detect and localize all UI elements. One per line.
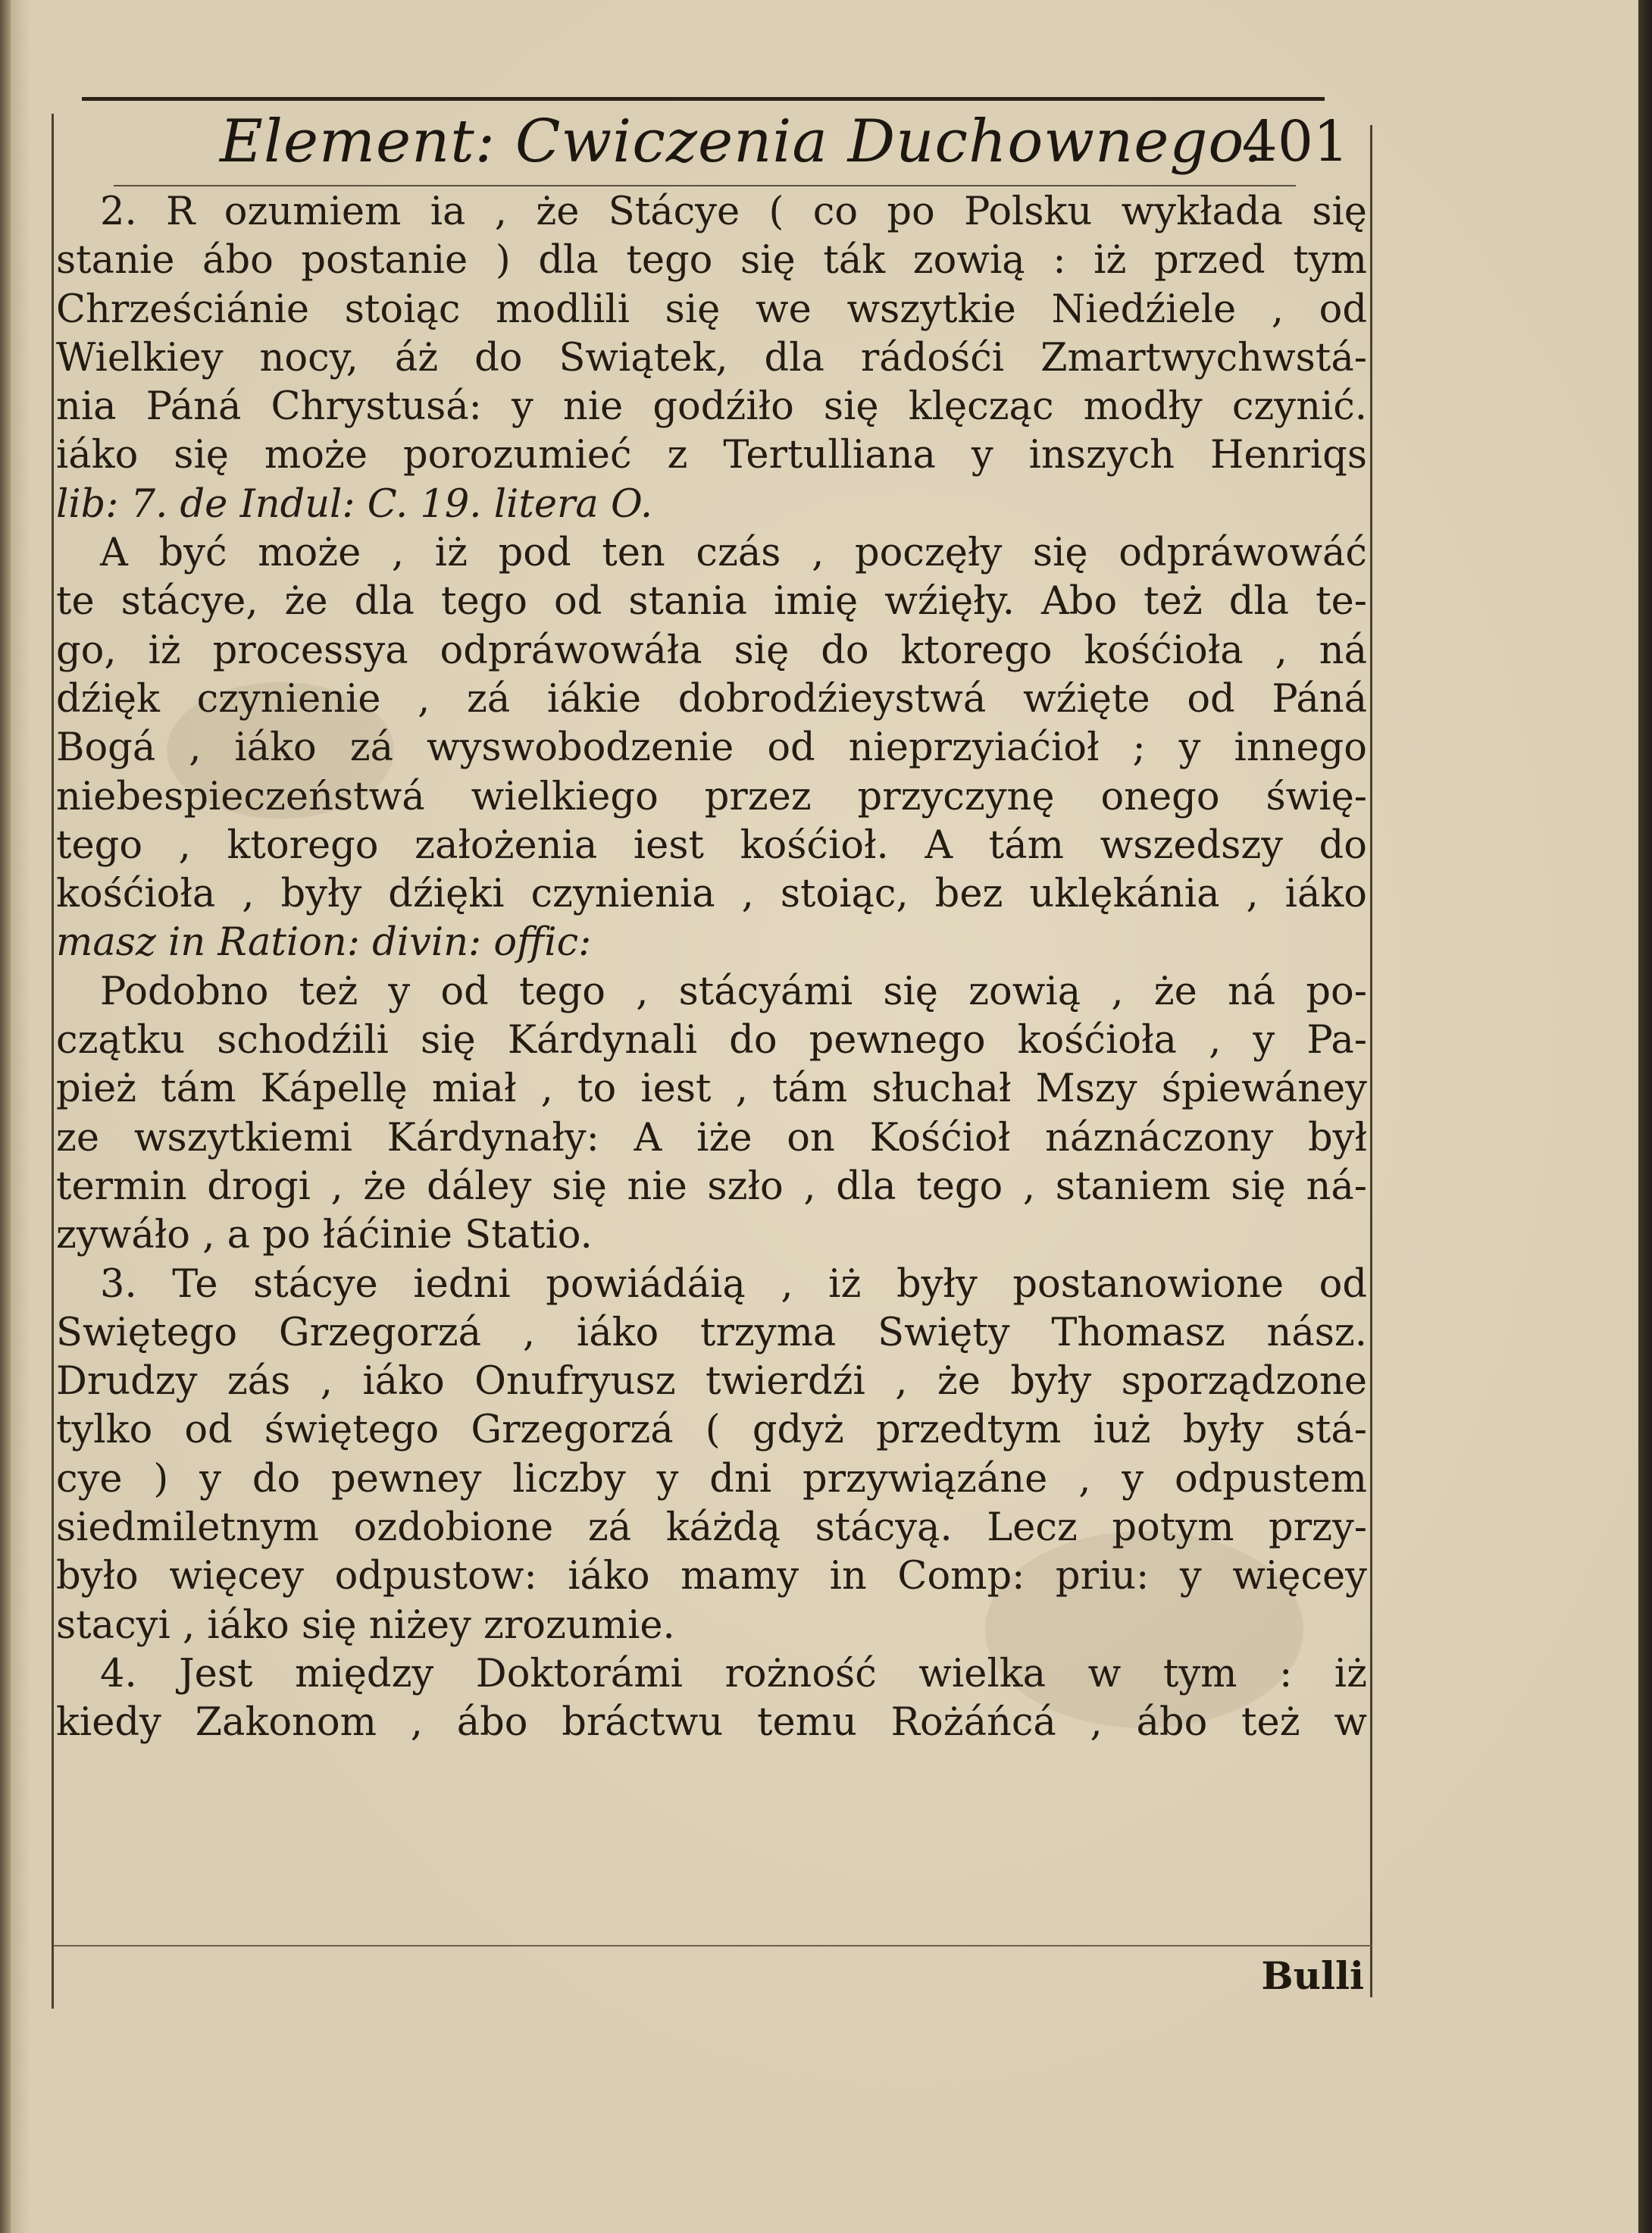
text-line: było więcey odpustow: iáko mamy in Comp: priu: y więcey <box>56 1554 1367 1599</box>
text-frame-right-rule <box>1370 125 1372 1997</box>
text-line: cye ) y do pewney liczby y dni przywiązáne , y odpustem <box>56 1456 1367 1502</box>
text-line: Swiętego Grzegorzá , iáko trzyma Swięty Thomasz nász. <box>56 1310 1367 1355</box>
page-number: 401 <box>1241 109 1349 174</box>
page-gutter-shadow <box>0 0 11 2233</box>
text-line: pież tám Kápellę miał , to iest , tám słuchał Mszy śpiewáney <box>56 1066 1367 1112</box>
text-line: tylko od świętego Grzegorzá ( gdyż przedtym iuż były stá- <box>56 1408 1367 1453</box>
text-line: siedmiletnym ozdobione zá káżdą stácyą. Lecz potym przy- <box>56 1505 1367 1551</box>
text-frame-left-rule <box>52 114 54 2009</box>
text-line: Chrześciánie stoiąc modlili się we wszytkie Niedźiele , od <box>56 287 1367 332</box>
header-rule-bottom <box>114 185 1296 186</box>
text-line: termin drogi , że dáley się nie szło , dla tego , staniem się ná- <box>56 1163 1367 1209</box>
text-line: go, iż processya odpráwowáła się do ktorego kośćioła , ná <box>56 628 1367 673</box>
text-line: Podobno też y od tego , stácyámi się zowią , że ná po- <box>100 969 1367 1014</box>
text-line: 3. Te stácye iedni powiádáią , iż były postanowione od <box>100 1261 1367 1307</box>
running-head-title: Element: Cwiczenia Duchownego. <box>220 108 1263 176</box>
text-line: zywáło , a po łáćinie Statio. <box>56 1213 593 1258</box>
text-line: iáko się może porozumieć z Tertulliana y inszych Henriqs <box>56 433 1367 478</box>
text-line: kośćioła , były dźięki czynienia , stoiąc, bez uklękánia , iáko <box>56 872 1367 917</box>
text-line-reference: masz in Ration: divin: offic: <box>56 920 592 966</box>
text-line: niebespieczeństwá wielkiego przez przyczynę onego świę- <box>56 774 1367 819</box>
running-head <box>76 100 1364 183</box>
text-line: czątku schodźili się Kárdynali do pewnego kośćioła , y Pa- <box>56 1018 1367 1063</box>
catchword: Bulli <box>1261 1953 1364 1998</box>
text-line: Wielkiey nocy, áż do Swiątek, dla rádośći Zmartwychwstá- <box>56 335 1367 381</box>
text-line-reference: lib: 7. de Indul: C. 19. litera O. <box>56 481 653 527</box>
text-line: stanie ábo postanie ) dla tego się ták zowią : iż przed tym <box>56 238 1367 283</box>
body-text <box>56 188 1367 1748</box>
text-line: tego , ktorego założenia iest kośćioł. A tám wszedszy do <box>56 822 1367 868</box>
text-line: 4. Jest między Doktorámi rożność wielka w tym : iż <box>100 1651 1367 1696</box>
text-line: Bogá , iáko zá wyswobodzenie od nieprzyiaćioł ; y innego <box>56 725 1367 771</box>
text-line: kiedy Zakonom , ábo bráctwu temu Rożáńcá , ábo też w <box>56 1700 1367 1746</box>
text-line: dźięk czynienie , zá iákie dobrodźieystwá wźięte od Páná <box>56 676 1367 722</box>
text-line: ze wszytkiemi Kárdynały: A iże on Kośćioł náznáczony był <box>56 1115 1367 1160</box>
text-line: Drudzy zás , iáko Onufryusz twierdźi , że były sporządzone <box>56 1359 1367 1405</box>
text-line: te stácye, że dla tego od stania imię wźięły. Abo też dla te- <box>56 579 1367 625</box>
text-line: nia Páná Chrystusá: y nie godźiło się klęcząc modły czynić. <box>56 384 1367 430</box>
text-line: 2. R ozumiem ia , że Stácye ( co po Polsku wykłada się <box>100 189 1367 234</box>
text-line: stacyi , iáko się niżey zrozumie. <box>56 1602 675 1648</box>
page-edge <box>1638 0 1652 2233</box>
text-line: A być może , iż pod ten czás , poczęły się odpráwowáć <box>100 531 1367 576</box>
footer-rule <box>53 1945 1372 1946</box>
